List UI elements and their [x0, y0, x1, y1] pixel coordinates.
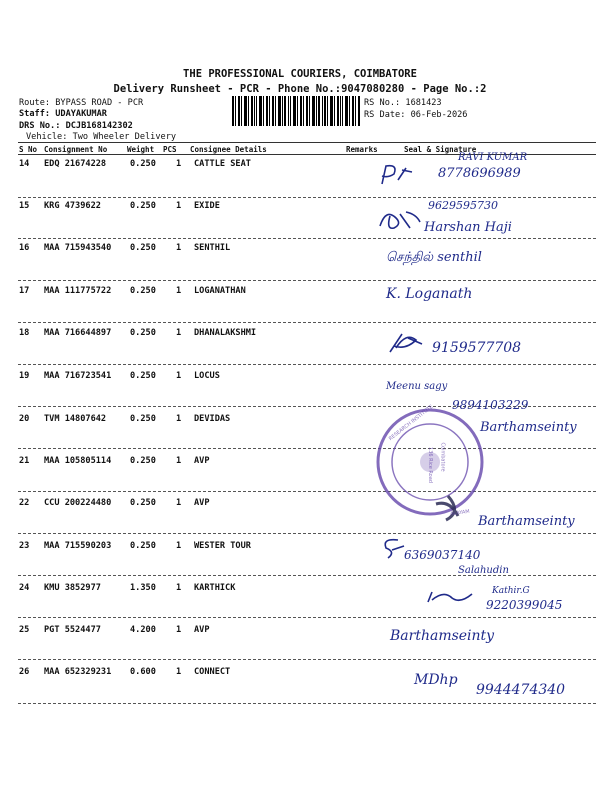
signature-phone: 8778696989 — [438, 166, 521, 181]
signature-phone: 6369037140 — [404, 548, 481, 562]
signature-name: Meenu sagy — [386, 381, 448, 392]
row-sno: 16 — [19, 243, 30, 253]
row-weight: 0.250 — [130, 243, 156, 253]
row-pcs: 1 — [176, 328, 182, 338]
row-divider — [18, 280, 596, 281]
row-pcs: 1 — [176, 286, 182, 296]
row-sno: 22 — [19, 498, 30, 508]
signature-phone: 9159577708 — [432, 340, 522, 356]
row-divider — [18, 491, 596, 492]
row-consignee: AVP — [194, 456, 210, 466]
row-weight: 4.200 — [130, 625, 156, 635]
company-title: THE PROFESSIONAL COURIERS, COIMBATORE — [183, 68, 417, 80]
row-weight: 0.250 — [130, 286, 156, 296]
row-weight: 0.250 — [130, 541, 156, 551]
row-divider — [18, 364, 596, 365]
staff-label: Staff: UDAYAKUMAR — [19, 109, 107, 119]
signature-name: Harshan Haji — [424, 220, 512, 235]
row-consignee: WESTER TOUR — [194, 541, 251, 551]
signature-phone: 9944474340 — [476, 682, 566, 698]
signature-scribble — [386, 328, 426, 358]
row-consignee: KARTHICK — [194, 583, 236, 593]
signature-phone: 9894103229 — [452, 398, 529, 412]
row-weight: 0.250 — [130, 159, 156, 169]
row-sno: 23 — [19, 541, 30, 551]
row-pcs: 1 — [176, 456, 182, 466]
row-consignee: LOCUS — [194, 371, 220, 381]
rs-number: RS No.: 1681423 — [364, 98, 442, 108]
row-consignment: PGT 5524477 — [44, 625, 101, 635]
table-row — [0, 243, 600, 285]
row-consignee: AVP — [194, 498, 210, 508]
row-pcs: 1 — [176, 201, 182, 211]
row-sno: 17 — [19, 286, 30, 296]
row-pcs: 1 — [176, 414, 182, 424]
row-consignment: MAA 715590203 — [44, 541, 112, 551]
row-consignment: MAA 715943540 — [44, 243, 112, 253]
signature-scribble — [376, 160, 434, 188]
row-consignment: KRG 4739622 — [44, 201, 101, 211]
row-consignment: TVM 14807642 — [44, 414, 107, 424]
signature-scribble — [424, 586, 476, 608]
row-consignment: MAA 716644897 — [44, 328, 112, 338]
row-weight: 1.350 — [130, 583, 156, 593]
stamp-text: ALAYAM — [449, 508, 471, 518]
row-pcs: 1 — [176, 583, 182, 593]
table-row — [0, 625, 600, 667]
row-sno: 21 — [19, 456, 30, 466]
stamp-text: 136 Rice Road — [426, 447, 433, 483]
row-divider — [18, 617, 596, 618]
col-weight: Weight — [127, 145, 155, 154]
row-sno: 18 — [19, 328, 30, 338]
row-sno: 19 — [19, 371, 30, 381]
row-sno: 15 — [19, 201, 30, 211]
row-divider — [18, 533, 596, 534]
signature-name: Barthamseinty — [478, 514, 575, 529]
row-consignee: SENTHIL — [194, 243, 231, 253]
row-pcs: 1 — [176, 159, 182, 169]
row-divider — [18, 703, 596, 704]
col-sno: S No — [19, 145, 38, 154]
row-divider — [18, 238, 596, 239]
row-consignment: MAA 716723541 — [44, 371, 112, 381]
signature-name: Barthamseinty — [480, 420, 577, 435]
runsheet-title: Delivery Runsheet - PCR - Phone No.:9047080280 - Page No.:2 — [113, 83, 487, 95]
vehicle-label: Vehicle: Two Wheeler Delivery — [26, 132, 177, 142]
col-remarks: Remarks — [346, 145, 378, 154]
header-rule-top — [18, 142, 596, 143]
row-pcs: 1 — [176, 498, 182, 508]
barcode — [232, 96, 360, 126]
row-consignee: EXIDE — [194, 201, 220, 211]
row-divider — [18, 448, 596, 449]
signature-phone: 9220399045 — [486, 598, 563, 612]
row-consignment: MAA 111775722 — [44, 286, 112, 296]
col-pcs: PCS — [163, 145, 177, 154]
signature-name: செந்தில் senthil — [386, 250, 482, 265]
row-pcs: 1 — [176, 371, 182, 381]
row-weight: 0.250 — [130, 498, 156, 508]
row-sno: 25 — [19, 625, 30, 635]
rs-date: RS Date: 06-Feb-2026 — [364, 110, 468, 120]
row-pcs: 1 — [176, 541, 182, 551]
row-consignee: CONNECT — [194, 667, 231, 677]
row-consignee: AVP — [194, 625, 210, 635]
signature-phone: 9629595730 — [428, 199, 498, 212]
row-consignment: MAA 105805114 — [44, 456, 112, 466]
row-consignee: DHANALAKSHMI — [194, 328, 257, 338]
row-divider — [18, 659, 596, 660]
row-divider — [18, 197, 596, 198]
row-consignee: LOGANATHAN — [194, 286, 246, 296]
row-sno: 24 — [19, 583, 30, 593]
row-consignment: CCU 200224480 — [44, 498, 112, 508]
row-divider — [18, 322, 596, 323]
row-pcs: 1 — [176, 625, 182, 635]
stamp-text: Coimbatore — [439, 442, 446, 472]
signature-name: Barthamseinty — [390, 628, 495, 644]
table-row — [0, 541, 600, 583]
col-consignment: Consignment No — [44, 145, 108, 154]
row-sno: 26 — [19, 667, 30, 677]
row-weight: 0.600 — [130, 667, 156, 677]
row-weight: 0.250 — [130, 328, 156, 338]
stamp-text: RESEARCH INSTITUTE — [387, 403, 435, 443]
signature-name: Kathir.G — [492, 586, 530, 596]
row-weight: 0.250 — [130, 456, 156, 466]
col-consignee: Consignee Details — [190, 145, 267, 154]
row-weight: 0.250 — [130, 414, 156, 424]
signature-name: MDhp — [414, 672, 458, 688]
route-label: Route: BYPASS ROAD - PCR — [19, 98, 144, 108]
signature-scribble — [376, 204, 426, 234]
row-divider — [18, 575, 596, 576]
row-consignment: EDQ 21674228 — [44, 159, 107, 169]
row-weight: 0.250 — [130, 201, 156, 211]
row-pcs: 1 — [176, 667, 182, 677]
row-consignment: KMU 3852977 — [44, 583, 101, 593]
row-consignee: DEVIDAS — [194, 414, 231, 424]
drs-number: DRS No.: DCJB168142302 — [19, 121, 133, 131]
signature-name: RAVI KUMAR — [458, 152, 528, 163]
row-consignment: MAA 652329231 — [44, 667, 112, 677]
signature-name: Salahudin — [458, 565, 509, 576]
row-sno: 20 — [19, 414, 30, 424]
row-consignee: CATTLE SEAT — [194, 159, 251, 169]
row-sno: 14 — [19, 159, 30, 169]
row-pcs: 1 — [176, 243, 182, 253]
row-weight: 0.250 — [130, 371, 156, 381]
signature-name: K. Loganath — [386, 286, 473, 302]
col-signature: Seal & Signature — [404, 145, 477, 154]
